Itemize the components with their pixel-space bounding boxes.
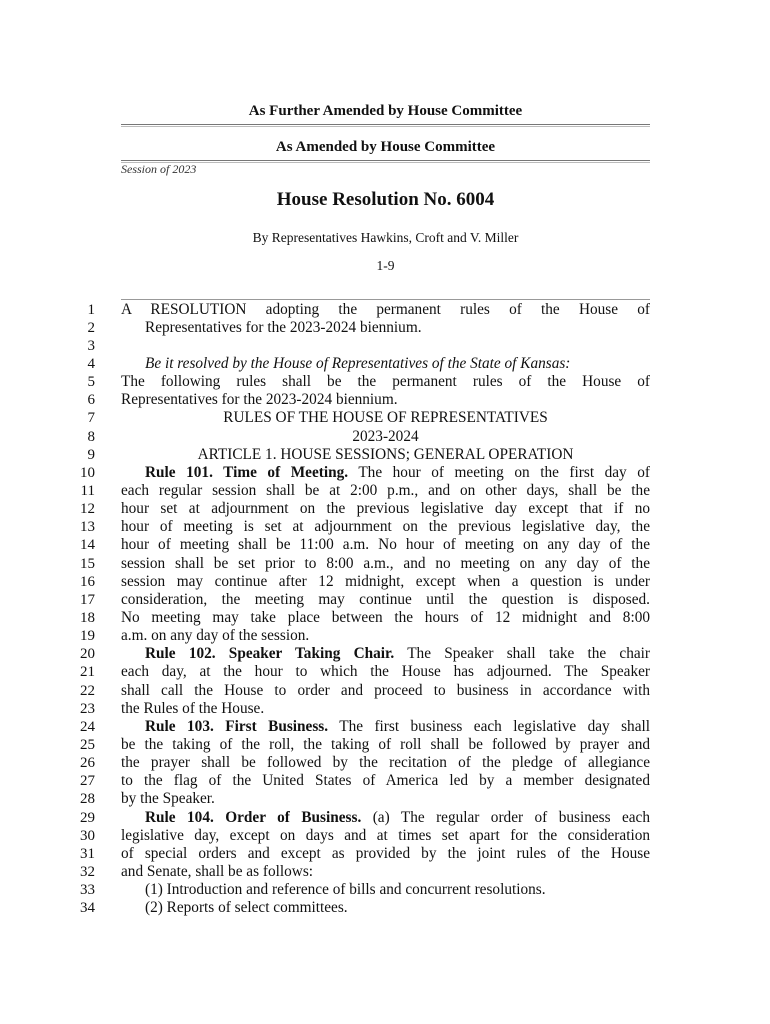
line-number: 22: [80, 683, 95, 699]
line-number: 28: [80, 791, 95, 807]
body-line: No meeting may take place between the hours of 12 midnight and 8:00: [121, 609, 650, 626]
body-line: be the taking of the roll, the taking of roll shall be followed by prayer and: [121, 736, 650, 753]
amendment-status: As Amended by House Committee: [275, 139, 496, 155]
rule-103-text: The first business each legislative day shall: [328, 718, 650, 735]
line-number: 13: [80, 519, 95, 535]
body-line: hour of meeting shall be 11:00 a.m. No hour of meeting on any day of the: [121, 536, 650, 553]
page-title: House Resolution No. 6004: [276, 189, 495, 210]
body-line: of special orders and except as provided by the joint rules of the House: [121, 845, 650, 862]
body-line: by the Speaker.: [121, 790, 215, 807]
enacting-clause: [121, 355, 650, 373]
line-number: 31: [80, 846, 95, 862]
session-label: Session of 2023: [121, 162, 197, 176]
line-number: 6: [87, 392, 95, 408]
body-line: shall call the House to order and proceed to business in accordance with: [121, 682, 650, 699]
line-number: 3: [87, 338, 95, 354]
article-heading: ARTICLE 1. HOUSE SESSIONS; GENERAL OPERATION: [197, 446, 574, 463]
body-line: to the flag of the United States of America led by a member designated: [121, 772, 650, 789]
line-number: 5: [87, 374, 95, 390]
line-number: 16: [80, 574, 95, 590]
rule-101-text: The hour of meeting on the first day of: [348, 464, 650, 481]
body-line: hour set at adjournment on the previous legislative day except that if no: [121, 500, 650, 517]
line-number: 23: [80, 701, 95, 717]
rules-biennium: 2023-2024: [352, 428, 419, 445]
line-number: 20: [80, 646, 95, 662]
line-number: 30: [80, 828, 95, 844]
enacting-clause-text: Be it resolved by the House of Representatives of the State of Kansas:: [145, 355, 571, 372]
line-number: 32: [80, 864, 95, 880]
body-line: The following rules shall be the permanent rules of the House of: [121, 373, 650, 390]
body-line: session shall be set prior to 8:00 a.m., and no meeting on any day of the: [121, 555, 650, 572]
resolution-title-line: Representatives for the 2023-2024 biennium.: [145, 319, 422, 336]
body-line: each regular session shall be at 2:00 p.m., and on other days, shall be the: [121, 482, 650, 499]
line-number: 26: [80, 755, 95, 771]
body-line: Representatives for the 2023-2024 biennium.: [121, 391, 398, 408]
line-number: 14: [80, 537, 95, 553]
line-number: 12: [80, 501, 95, 517]
list-item: (2) Reports of select committees.: [145, 899, 348, 916]
rule-101-line: [121, 464, 650, 482]
line-number: 33: [80, 882, 95, 898]
body-line: the Rules of the House.: [121, 700, 265, 717]
line-number: 17: [80, 592, 95, 608]
body-line: a.m. on any day of the session.: [121, 627, 310, 644]
line-number: 34: [80, 900, 95, 916]
line-number: 21: [80, 664, 95, 680]
line-number: 1: [87, 302, 95, 318]
body-line: hour of meeting is set at adjournment on the previous legislative day, the: [121, 518, 650, 535]
line-number: 2: [87, 320, 95, 336]
rule-102-heading: Rule 102. Speaker Taking Chair.: [145, 645, 395, 662]
body-rule: [121, 299, 650, 300]
line-number: 29: [80, 810, 95, 826]
rule-102-line: [121, 645, 650, 663]
body-line: legislative day, except on days and at times set apart for the consideration: [121, 827, 650, 844]
body-line: session may continue after 12 midnight, except when a question is under: [121, 573, 650, 590]
sponsors: By Representatives Hawkins, Croft and V. Miller: [252, 230, 519, 245]
rule-103-heading: Rule 103. First Business.: [145, 718, 329, 735]
rule-102-text: The Speaker shall take the chair: [394, 645, 650, 662]
body-line: the prayer shall be followed by the recitation of the pledge of allegiance: [121, 754, 650, 771]
body-line: and Senate, shall be as follows:: [121, 863, 314, 880]
introduction-date: 1-9: [376, 258, 395, 273]
rule-104-text: (a) The regular order of business each: [361, 809, 650, 826]
line-number: 24: [80, 719, 95, 735]
rule-104-line: [121, 809, 650, 827]
line-number: 9: [87, 447, 95, 463]
line-number: 19: [80, 628, 95, 644]
resolution-title-line: A RESOLUTION adopting the permanent rules of the House of: [121, 301, 650, 318]
header-rule-2: [121, 160, 650, 163]
line-number: 10: [80, 465, 95, 481]
line-number: 27: [80, 773, 95, 789]
line-number: 8: [87, 429, 95, 445]
line-number: 4: [87, 356, 95, 372]
line-number: 15: [80, 556, 95, 572]
rule-104-heading: Rule 104. Order of Business.: [145, 809, 362, 826]
body-line: each day, at the hour to which the House has adjourned. The Speaker: [121, 663, 650, 680]
rule-101-heading: Rule 101. Time of Meeting.: [145, 464, 349, 481]
list-item: (1) Introduction and reference of bills and concurrent resolutions.: [145, 881, 546, 898]
line-number: 11: [80, 483, 95, 499]
rules-heading: RULES OF THE HOUSE OF REPRESENTATIVES: [223, 409, 548, 426]
line-number: 7: [87, 410, 95, 426]
header-rule-1: [121, 124, 650, 127]
body-line: consideration, the meeting may continue until the question is disposed.: [121, 591, 650, 608]
amendment-status-further: As Further Amended by House Committee: [248, 103, 523, 119]
line-number: 18: [80, 610, 95, 626]
line-number: 25: [80, 737, 95, 753]
rule-103-line: [121, 718, 650, 736]
